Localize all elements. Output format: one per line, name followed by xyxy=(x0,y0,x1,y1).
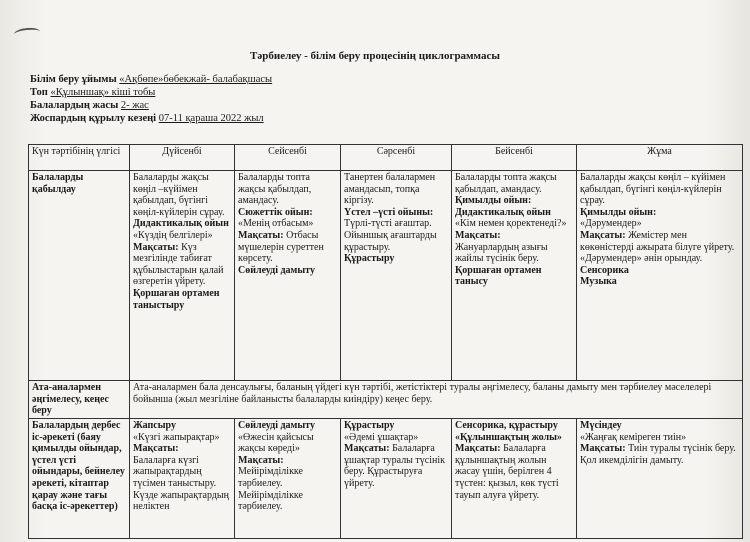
plan-info xyxy=(30,73,272,125)
cell-text: Балаларды жақсы көңіл – күйімен қабылдап, бүгінгі көңіл-күйлерін сұрау. xyxy=(580,172,726,207)
cell-text: «Әдемі ұшақтар» xyxy=(344,431,419,443)
age-value: 2- жас xyxy=(120,100,149,111)
cell-text: Балаларға ұшақтар туралы түсінік беру. Құрастыруға үйрету. xyxy=(344,443,445,489)
cell-text: Балаларды жақсы көңіл –күйімен қабылдап, бүгінгі көңіл-күйлерін сұрау. xyxy=(133,172,225,218)
cell-text: Мақсаты: xyxy=(580,443,626,455)
age-label: Балалардың жасы xyxy=(30,100,119,111)
cell-text: Сюжеттік ойын: xyxy=(238,206,313,218)
group-value: «Құлыншақ» кіші тобы xyxy=(50,87,156,98)
header-friday: Жұма xyxy=(577,145,743,171)
row-label-reception: Балаларды қабылдау xyxy=(29,171,130,381)
cell-text: Сенсорика, құрастыру xyxy=(455,420,558,431)
cell-thu-independent xyxy=(452,419,577,539)
period-value: 07-11 қараша 2022 жыл xyxy=(158,113,264,124)
cell-fri-independent xyxy=(577,419,743,539)
org-line xyxy=(30,73,272,86)
cell-text: «Менің отбасым» xyxy=(238,218,314,230)
age-line xyxy=(30,99,272,112)
row-label-parents: Ата-аналармен әңгімелесу, кеңес беру xyxy=(29,381,130,419)
cell-text: Түрлі-түсті ағаштар. Ойыншық ағаштарды құрастыру. xyxy=(344,218,437,253)
table-row xyxy=(29,419,743,539)
cell-text: «Дәрумендер» xyxy=(580,218,642,230)
cell-fri-reception xyxy=(577,171,743,381)
header-thursday: Бейсенбі xyxy=(452,145,577,171)
schedule-table xyxy=(28,144,743,539)
period-line xyxy=(30,112,272,125)
cell-text: Балаларды топта жақсы қабылдап, амандасу. xyxy=(455,172,557,195)
cell-text: «Өжесін қайсысы жақсы көреді» xyxy=(238,431,314,455)
cell-text: Балаларға күзгі жапырақтардың түсімен таныстыру. Күзде жапырақтардың неліктен xyxy=(133,454,230,513)
cell-mon-independent xyxy=(130,419,235,539)
cell-text: Құрастыру xyxy=(344,420,395,431)
header-wednesday: Сәрсенбі xyxy=(341,145,452,171)
cell-text: Жануарлардың азығы жайлы түсінік беру. xyxy=(455,241,548,265)
cell-text: Жемістер мен көкөністерді ажырата білуге үйрету. «Дәрумендер» әнін орындау. xyxy=(580,229,735,265)
header-monday: Дүйсенбі xyxy=(130,145,235,171)
cell-text: Қоршаған ортамен танысу xyxy=(455,264,542,288)
cell-text: Үстел –үсті ойыны: xyxy=(344,206,434,218)
cell-text: Мүсіндеу xyxy=(580,420,622,431)
cell-text: Танертен балалармен амандасып, топқа кіргізу. xyxy=(344,172,436,207)
cell-text: «Жаңғақ кеміреген тиін» xyxy=(580,431,687,443)
cell-text: Дидактикалық ойын xyxy=(455,206,551,218)
cell-text: «Кім немен қоректенеді?» xyxy=(455,218,567,230)
cell-text: Сенсорика xyxy=(580,264,629,276)
cell-thu-reception xyxy=(452,171,577,381)
cell-text: Мақсаты: xyxy=(455,443,501,455)
cell-text: Жапсыру xyxy=(133,420,176,431)
group-line xyxy=(30,86,272,99)
cell-text: Сөйлеуді дамыту xyxy=(238,264,315,276)
org-label: Білім беру ұйымы xyxy=(30,74,117,85)
cell-text: Күз мезгіліндe табиғат құбылыстарын қалай өзгеретін үйрету. xyxy=(133,241,224,288)
cell-mon-reception xyxy=(130,171,235,381)
cell-tue-independent xyxy=(235,419,341,539)
row-label-independent: Балалардың дербес іс-әрекеті (баяу қимылды ойындар, үстел үсті ойындары, бейнелеу әрекеті, кітаптар қарау және тағы басқа іс-әрекеттер) xyxy=(29,419,130,539)
cell-text: Балаларға құлыншақтың жолын жасау үшін, берілген 4 түстен: қызыл, көк түсті тауып алуға үйрету. xyxy=(455,443,559,501)
cell-text: Мақсаты: xyxy=(133,443,179,455)
cell-text: Мақсаты: xyxy=(238,454,284,466)
org-value: «Ақбөпе»бөбекжай- балабақшасы xyxy=(119,74,273,85)
group-label: Топ xyxy=(30,87,48,98)
table-header-row xyxy=(29,145,743,171)
cell-tue-reception xyxy=(235,171,341,381)
period-label: Жоспардың құрылу кезеңі xyxy=(30,113,157,124)
cell-text: «Құлыншақтың жолы» xyxy=(455,431,562,443)
document-title: Тәрбиелеу - білім беру процесінің циклограммасы xyxy=(250,50,500,62)
cell-text: Мақсаты: xyxy=(455,229,501,241)
cell-text: Қоршаған ортамен таныстыру xyxy=(133,287,220,311)
cell-text: Мақсаты: xyxy=(580,229,626,241)
cell-text: Мақсаты: xyxy=(133,241,179,253)
cell-text: Музыка xyxy=(580,276,617,288)
cell-text: Дидактикалық ойын xyxy=(133,218,229,230)
cell-text: Отбасы мүшелерін суреттен көрсету. xyxy=(238,229,324,265)
cell-text: Қимылды ойын: xyxy=(580,206,657,218)
cell-parents-consult: Ата-аналармен бала денсаулығы, баланың үйдегі күн тәртібі, жетістіктері туралы әңгімелесу, баланы дамыту мен тәрбиелеу мәселелері бойынша (жыл мезгіліне байланысты балаларды киіндіру) кеңес беру. xyxy=(130,381,743,419)
cell-text: Мейірімділікке тәрбиелеу. Мейірімділікке тәрбиелеу. xyxy=(238,466,303,513)
header-tuesday: Сейсенбі xyxy=(235,145,341,171)
cell-wed-reception xyxy=(341,171,452,381)
cell-text: Тиін туралы түсінік беру. Қол икемділігін дамыту. xyxy=(580,443,736,466)
cell-text: Сөйлеуді дамыту xyxy=(238,420,315,431)
cell-text: Мақсаты: xyxy=(344,443,390,455)
cell-text: Балаларды топта жақсы қабылдап, амандасу. xyxy=(238,172,312,207)
table-row xyxy=(29,171,743,381)
header-schedule: Күн тәртібінің үлгісі xyxy=(29,145,130,171)
cell-text: «Күздің белгілері» xyxy=(133,229,213,241)
cell-text: Мақсаты: xyxy=(238,229,284,241)
cell-wed-independent xyxy=(341,419,452,539)
cell-text: Құрастыру xyxy=(344,253,395,265)
cell-text: Қимылды ойын: xyxy=(455,195,532,207)
cell-text: «Күзгі жапырақтар» xyxy=(133,431,220,443)
table-row xyxy=(29,381,743,419)
